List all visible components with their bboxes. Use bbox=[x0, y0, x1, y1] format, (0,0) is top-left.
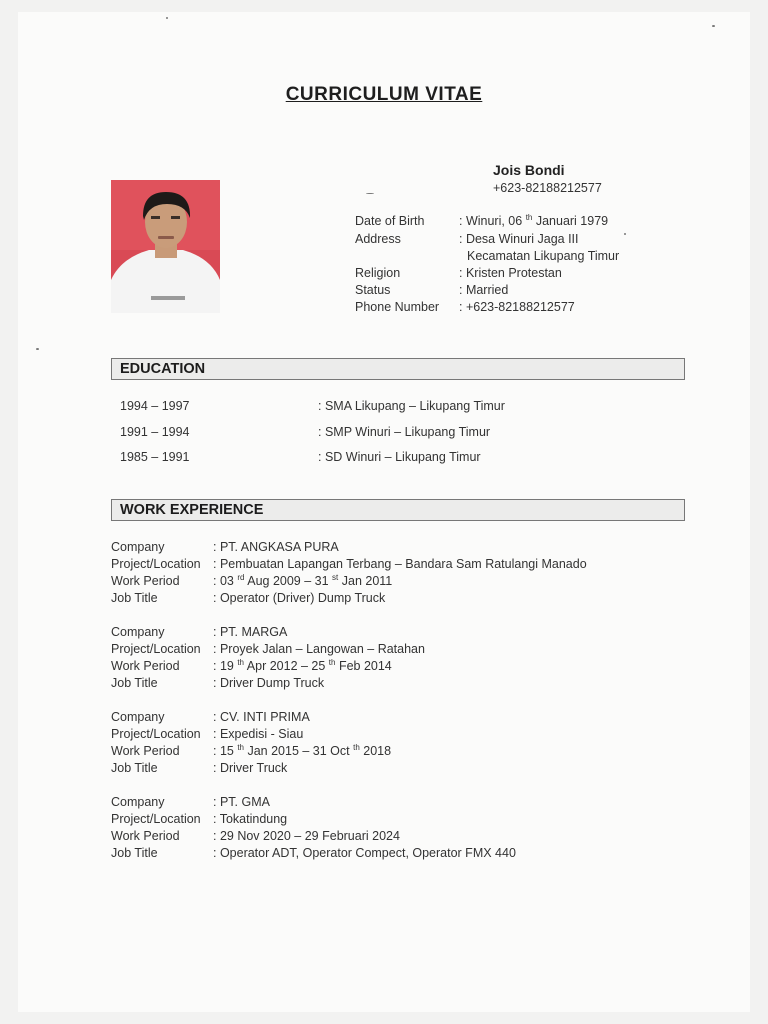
candidate-name: Jois Bondi bbox=[493, 162, 565, 178]
project-value: : Tokatindung bbox=[213, 812, 288, 826]
scan-speck bbox=[624, 233, 626, 235]
period-label: Work Period bbox=[111, 829, 180, 843]
job-entry bbox=[111, 710, 731, 778]
phone-label: Phone Number bbox=[355, 300, 440, 314]
period-label: Work Period bbox=[111, 659, 180, 673]
status-label: Status bbox=[355, 283, 391, 297]
job-title-label: Job Title bbox=[111, 846, 158, 860]
education-heading: EDUCATION bbox=[120, 361, 206, 377]
scan-speck bbox=[366, 193, 374, 194]
scan-speck bbox=[166, 17, 168, 19]
company-value: : PT. MARGA bbox=[213, 625, 288, 639]
company-label: Company bbox=[111, 795, 165, 809]
project-label: Project/Location bbox=[111, 557, 201, 571]
dob-label: Date of Birth bbox=[355, 214, 425, 228]
company-label: Company bbox=[111, 625, 165, 639]
religion-value: : Kristen Protestan bbox=[459, 266, 562, 280]
job-title-value: : Driver Truck bbox=[213, 761, 288, 775]
job-title-label: Job Title bbox=[111, 676, 158, 690]
job-entry bbox=[111, 540, 731, 608]
education-school: : SMP Winuri – Likupang Timur bbox=[318, 425, 491, 439]
religion-label: Religion bbox=[355, 266, 401, 280]
company-label: Company bbox=[111, 540, 165, 554]
job-title-value: : Driver Dump Truck bbox=[213, 676, 325, 690]
period-value: : 03 $^{rd}$ Aug 2009 – 31 $^{st}$ Jan 2011 bbox=[213, 573, 393, 588]
company-value: : PT. GMA bbox=[213, 795, 270, 809]
dob-value: : Winuri, 06 $^{th}$ Januari 1979 bbox=[459, 213, 609, 228]
period-label: Work Period bbox=[111, 574, 180, 588]
phone-value: : +623-82188212577 bbox=[459, 300, 575, 314]
address-value-line2: Kecamatan Likupang Timur bbox=[467, 249, 620, 263]
project-value: : Proyek Jalan – Langowan – Ratahan bbox=[213, 642, 425, 656]
education-heading-bar bbox=[111, 358, 685, 380]
period-value: : 15 $^{th}$ Jan 2015 – 31 Oct $^{th}$ 2018 bbox=[213, 743, 392, 758]
document-title: CURRICULUM VITAE bbox=[285, 84, 483, 105]
education-school: : SMA Likupang – Likupang Timur bbox=[318, 399, 505, 413]
job-title-value: : Operator ADT, Operator Compect, Operator FMX 440 bbox=[213, 846, 516, 860]
scan-speck bbox=[712, 25, 715, 27]
education-school: : SD Winuri – Likupang Timur bbox=[318, 450, 481, 464]
job-title-label: Job Title bbox=[111, 761, 158, 775]
status-value: : Married bbox=[459, 283, 509, 297]
period-value: : 19 $^{th}$ Apr 2012 – 25 $^{th}$ Feb 2014 bbox=[213, 658, 392, 673]
project-label: Project/Location bbox=[111, 642, 201, 656]
address-value: : Desa Winuri Jaga III bbox=[459, 232, 579, 246]
company-value: : CV. INTI PRIMA bbox=[213, 710, 310, 724]
company-label: Company bbox=[111, 710, 165, 724]
education-years: 1985 – 1991 bbox=[120, 450, 190, 464]
work-heading-bar bbox=[111, 499, 685, 521]
job-entry bbox=[111, 625, 731, 693]
project-value: : Expedisi - Siau bbox=[213, 727, 304, 741]
work-heading: WORK EXPERIENCE bbox=[120, 502, 264, 518]
job-title-label: Job Title bbox=[111, 591, 158, 605]
project-label: Project/Location bbox=[111, 812, 201, 826]
education-years: 1991 – 1994 bbox=[120, 425, 190, 439]
job-title-value: : Operator (Driver) Dump Truck bbox=[213, 591, 386, 605]
project-value: : Pembuatan Lapangan Terbang – Bandara Sam Ratulangi Manado bbox=[213, 557, 587, 571]
project-label: Project/Location bbox=[111, 727, 201, 741]
scan-speck bbox=[36, 348, 39, 350]
candidate-phone: +623-82188212577 bbox=[493, 181, 602, 195]
period-label: Work Period bbox=[111, 744, 180, 758]
job-entry bbox=[111, 795, 731, 863]
period-value: : 29 Nov 2020 – 29 Februari 2024 bbox=[213, 829, 400, 843]
address-label: Address bbox=[355, 232, 401, 246]
education-years: 1994 – 1997 bbox=[120, 399, 190, 413]
profile-photo bbox=[111, 180, 220, 313]
company-value: : PT. ANGKASA PURA bbox=[213, 540, 339, 554]
